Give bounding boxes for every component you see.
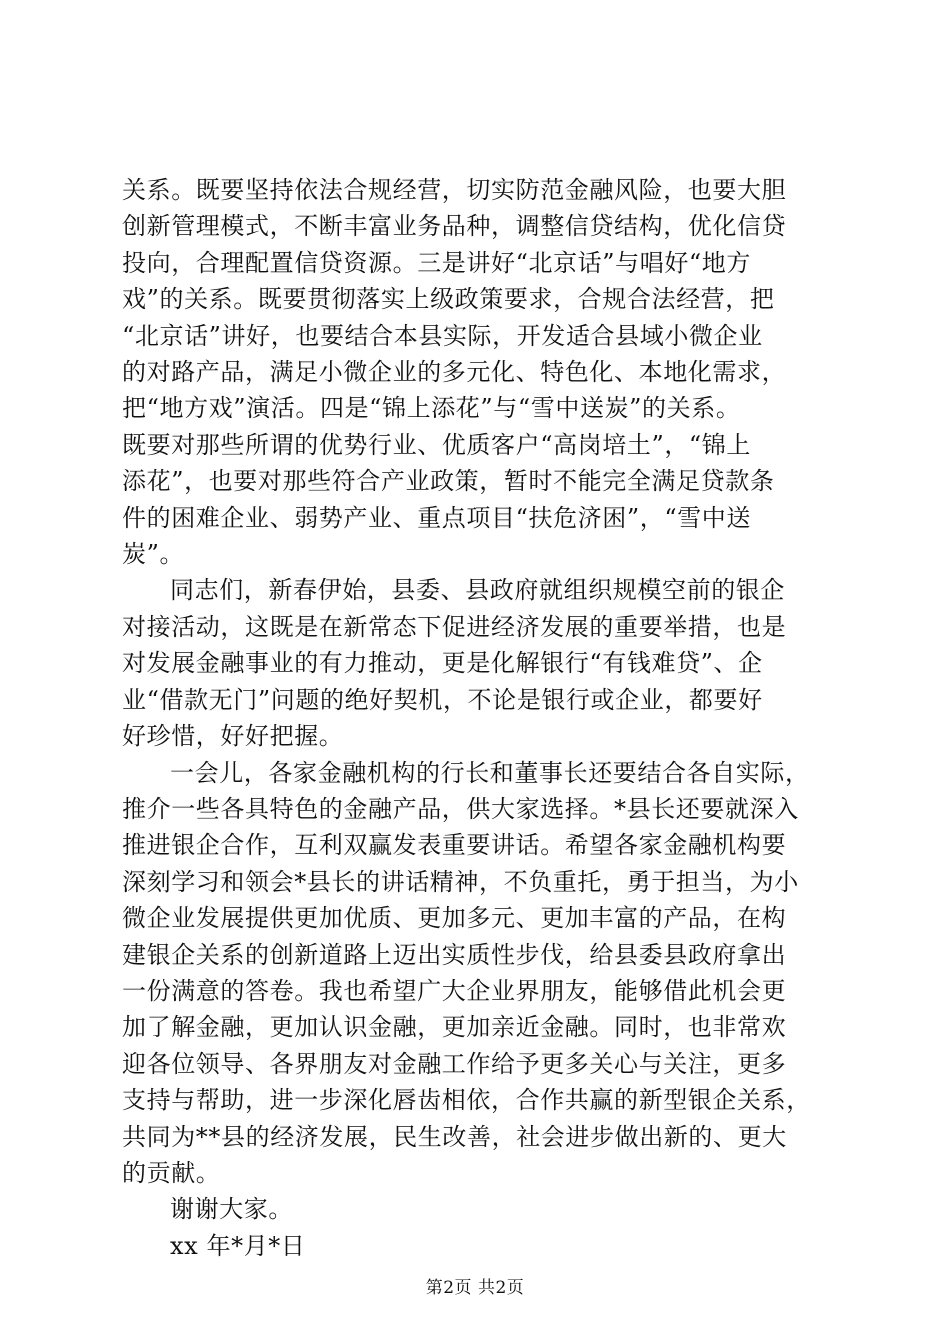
text-line: 对接活动，这既是在新常态下促进经济发展的重要举措，也是 [122,612,787,641]
text-line: 的贡献。 [122,1158,221,1187]
document-body [122,172,844,1264]
text-line: 戏”的关系。既要贯彻落实上级政策要求，合规合法经营，把 [122,285,775,314]
text-line: 深刻学习和领会*县长的讲话精神，不负重托，勇于担当，为小 [122,867,799,896]
text-line: 推介一些各具特色的金融产品，供大家选择。*县长还要就深入 [122,794,799,823]
text-line: 件的困难企业、弱势产业、重点项目“扶危济困”，“雪中送 [122,503,752,532]
text-line: 把“地方戏”演活。四是“锦上添花”与“雪中送炭”的关系。 [122,394,741,423]
page-number-footer: 第2页 共2页 [425,1278,525,1298]
text-line: 迎各位领导、各界朋友对金融工作给予更多关心与关注，更多 [122,1049,787,1078]
paragraph-start-line: 一会儿，各家金融机构的行长和董事长还要结合各自实际， [170,758,810,787]
text-line: 加了解金融，更加认识金融，更加亲近金融。同时，也非常欢 [122,1013,787,1042]
text-line: 建银企关系的创新道路上迈出实质性步伐，给县委县政府拿出 [122,940,787,969]
text-line: 支持与帮助，进一步深化唇齿相依，合作共赢的新型银企关系， [122,1086,811,1115]
closing-date: xx 年*月*日 [170,1231,306,1260]
text-line: 业“借款无门”问题的绝好契机，不论是银行或企业，都要好 [122,685,763,714]
text-line: 好珍惜，好好把握。 [122,722,344,751]
closing-thanks: 谢谢大家。 [170,1195,293,1224]
text-line: 一份满意的答卷。我也希望广大企业界朋友，能够借此机会更 [122,976,787,1005]
text-line: 投向，合理配置信贷资源。三是讲好“北京话”与唱好“地方 [122,248,752,277]
text-line: 推进银企合作，互利双赢发表重要讲话。希望各家金融机构要 [122,831,787,860]
text-line: 微企业发展提供更加优质、更加多元、更加丰富的产品，在构 [122,904,787,933]
text-line: 添花”，也要对那些符合产业政策，暂时不能完全满足贷款条 [122,467,775,496]
text-line: 炭”。 [122,540,185,569]
text-line: 共同为**县的经济发展，民生改善，社会进步做出新的、更大 [122,1122,787,1151]
paragraph-start-line: 同志们，新春伊始，县委、县政府就组织规模空前的银企 [170,576,785,605]
text-line: 关系。既要坚持依法合规经营，切实防范金融风险，也要大胆 [122,176,787,204]
text-line: 创新管理模式，不断丰富业务品种，调整信贷结构，优化信贷 [122,212,787,241]
text-line: 的对路产品，满足小微企业的多元化、特色化、本地化需求， [122,358,787,387]
text-line: 对发展金融事业的有力推动，更是化解银行“有钱难贷”、企 [122,649,763,678]
text-line: “北京话”讲好，也要结合本县实际，开发适合县域小微企业 [122,321,763,350]
text-line: 既要对那些所谓的优势行业、优质客户“高岗培土”，“锦上 [122,430,752,459]
